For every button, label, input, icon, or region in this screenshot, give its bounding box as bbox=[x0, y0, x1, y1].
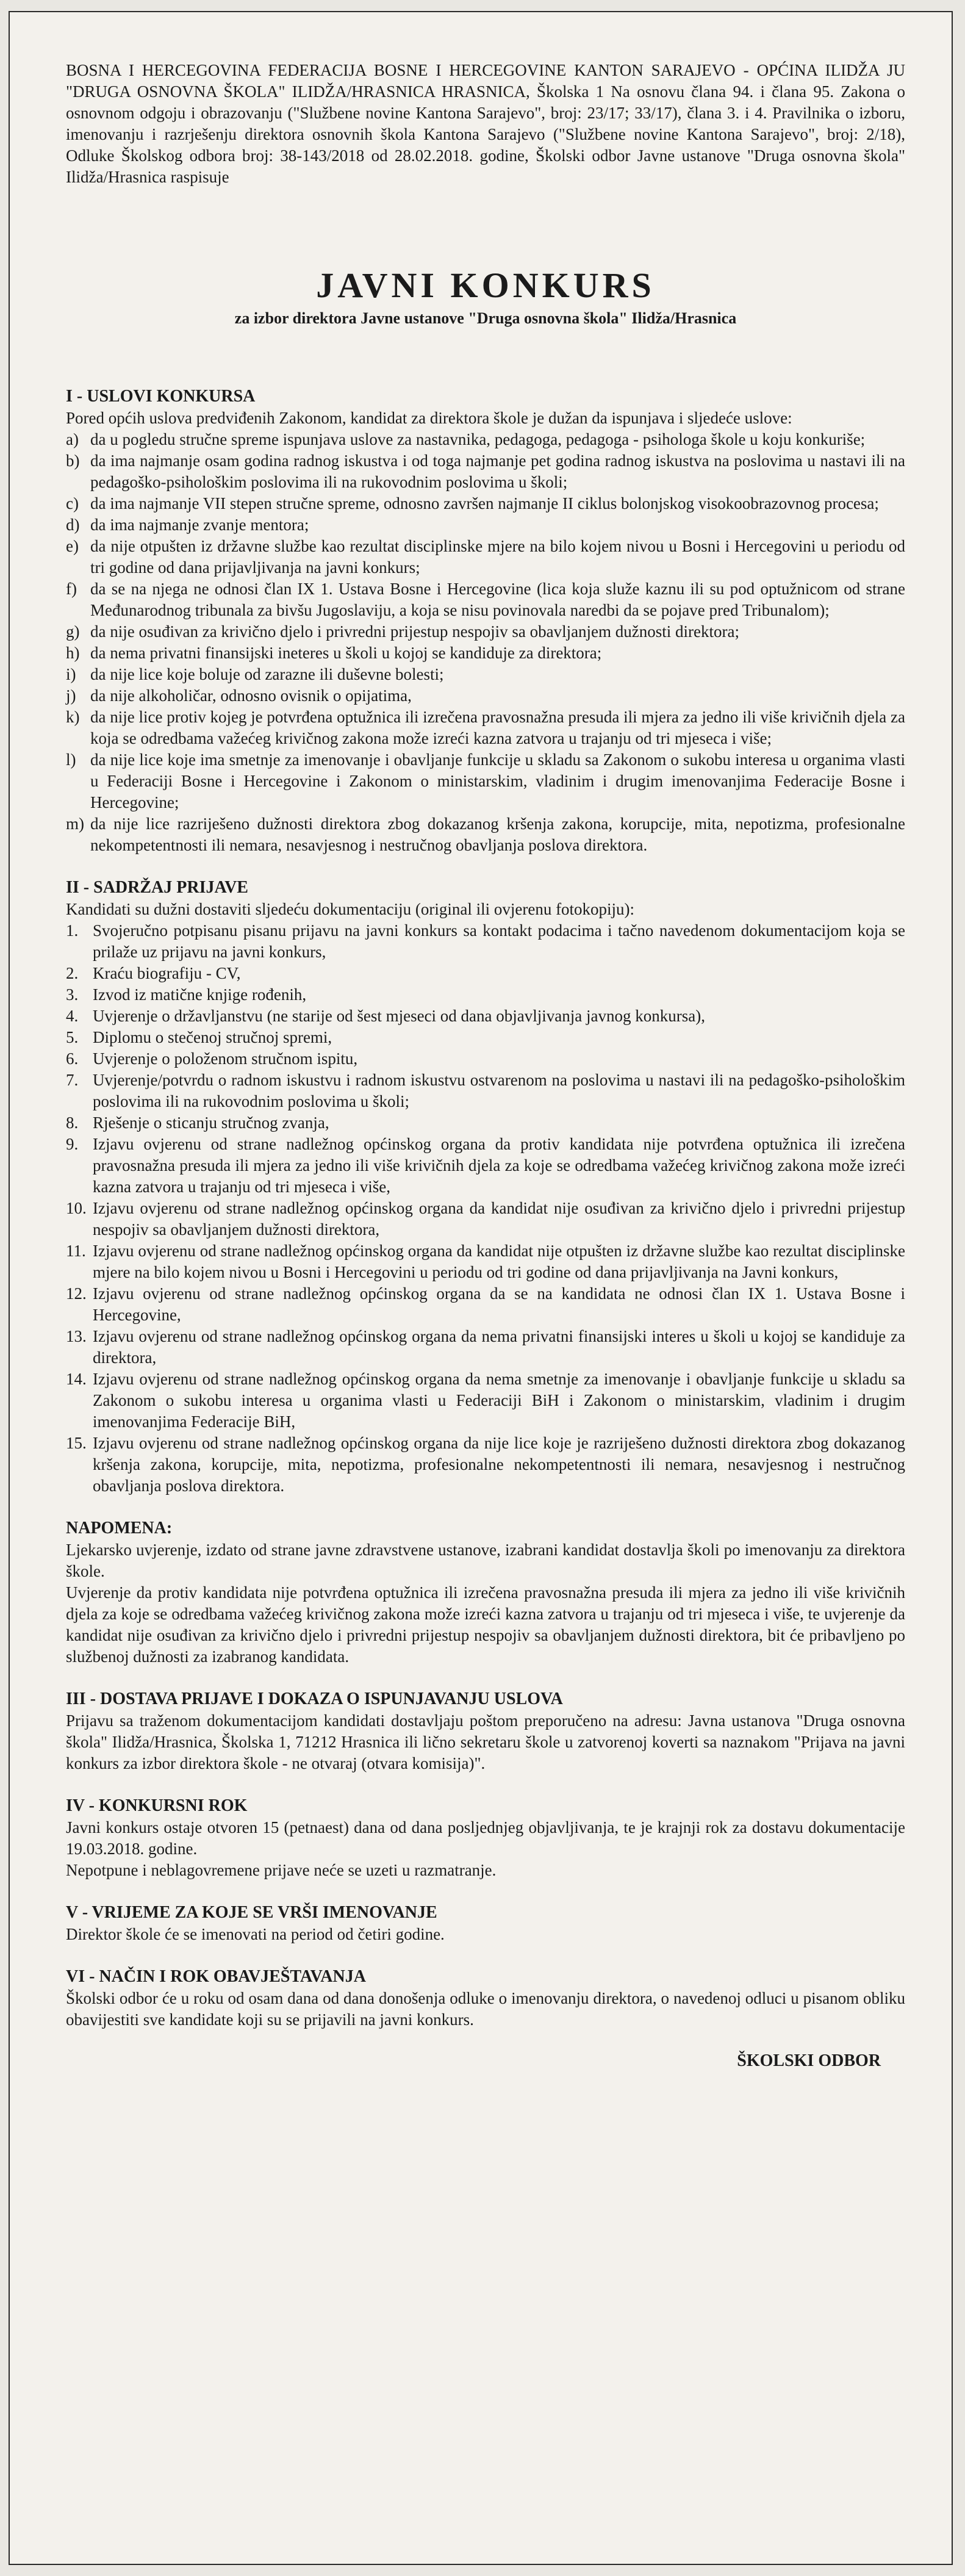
item-number: 6. bbox=[66, 1049, 79, 1068]
condition-item: da nije otpušten iz državne službe kao rezultat disciplinske mjere na bilo kojem nivou u Bosni i Hercegovini u periodu od tri godine od dana prijavljivanja na javni konkurs; bbox=[90, 537, 905, 577]
item-number: 2. bbox=[66, 964, 79, 982]
section-paragraph: Prijavu sa traženom dokumentacijom kandidati dostavljaju poštom preporučeno na adresu: Javna ustanova "Druga osnovna škola" Ilidža/Hrasnica, Školska 1, 71212 Hrasnica ili lično sekretaru škole u zatvorenoj koverti sa naznakom "Prijava na javni konkurs za izbor direktora škole - ne otvaraj (otvara komisija)". bbox=[66, 1711, 905, 1772]
item-number: 10. bbox=[66, 1199, 87, 1217]
section-title: V - VRIJEME ZA KOJE SE VRŠI IMENOVANJE bbox=[66, 1903, 437, 1922]
item-label: m) bbox=[66, 815, 84, 833]
section-title: IV - KONKURSNI ROK bbox=[66, 1796, 248, 1815]
item-number: 9. bbox=[66, 1135, 79, 1153]
document-item: Uvjerenje o državljanstvu (ne starije od šest mjeseci od dana objavljivanja javnog konkursa), bbox=[93, 1007, 705, 1025]
newspaper-announcement bbox=[9, 11, 953, 2565]
title-block bbox=[66, 266, 905, 329]
item-number: 4. bbox=[66, 1007, 79, 1025]
item-number: 7. bbox=[66, 1071, 79, 1089]
item-label: g) bbox=[66, 622, 80, 641]
item-label: c) bbox=[66, 494, 79, 513]
section-title: VI - NAČIN I ROK OBAVJEŠTAVANJA bbox=[66, 1967, 366, 1986]
condition-item: da ima najmanje zvanje mentora; bbox=[90, 516, 309, 534]
item-label: b) bbox=[66, 452, 80, 470]
condition-item: da nema privatni finansijski ineteres u školi u kojoj se kandiduje za direktora; bbox=[90, 644, 602, 662]
signature: ŠKOLSKI ODBOR bbox=[737, 2051, 881, 2070]
section-application-contents bbox=[66, 877, 905, 1497]
section-paragraph: Školski odbor će u roku od osam dana od dana donošenja odluke o imenovanju direktora, o navedenoj odluci u pisanom obliku obavijestiti sve kandidate koji su se prijavili na javni konkurs. bbox=[66, 1989, 905, 2029]
condition-item: da u pogledu stručne spreme ispunjava uslove za nastavnika, pedagoga, pedagoga - psihologa škole u koju konkuriše; bbox=[90, 430, 866, 448]
item-number: 5. bbox=[66, 1028, 79, 1046]
item-label: i) bbox=[66, 665, 76, 683]
condition-item: da nije lice koje ima smetnje za imenovanje i obavljanje funkcije u skladu sa Zakonom o sukobu interesa u organima vlasti u Federaciji Bosne i Hercegovine i Zakonom o ministarskim, vladinim i drugim imenovanjima Federacije Bosne i Hercegovine; bbox=[90, 750, 905, 811]
section-conditions bbox=[66, 386, 905, 856]
document-item: Izjavu ovjerenu od strane nadležnog općinskog organa da kandidat nije osuđivan za krivično djelo i privredni prijestup nespojiv sa obavljanjem dužnosti direktora, bbox=[93, 1199, 905, 1239]
section-paragraph: Direktor škole će se imenovati na period od četiri godine. bbox=[66, 1925, 445, 1943]
document-item: Kraću biografiju - CV, bbox=[93, 964, 241, 982]
section-note bbox=[66, 1517, 905, 1668]
condition-item: da nije lice razriješeno dužnosti direktora zbog dokazanog kršenja zakona, korupcije, mita, nepotizma, profesionalne nekompetentnosti ili nemara, nesavjesnog i nestručnog obavljanja poslova direktora. bbox=[90, 815, 905, 854]
section-paragraph: Nepotpune i neblagovremene prijave neće se uzeti u razmatranje. bbox=[66, 1861, 497, 1879]
section-title: NAPOMENA: bbox=[66, 1519, 173, 1538]
item-label: d) bbox=[66, 516, 80, 534]
item-number: 3. bbox=[66, 985, 79, 1004]
item-number: 14. bbox=[66, 1370, 87, 1388]
item-label: f) bbox=[66, 580, 77, 598]
item-number: 12. bbox=[66, 1284, 87, 1303]
note-paragraph: Uvjerenje da protiv kandidata nije potvrđena optužnica ili izrečena pravosnažna presuda ili mjera za jedno ili više krivičnih djela za koje se odredbama važećeg krivičnog zakona može izreći kazna zatvora u trajanju od tri mjeseca i više, te uvjerenje da kandidat nije osuđivan za krivično djelo i privredni prijestup nespojiv sa obavljanjem dužnosti direktora, bit će pribavljeno po službenoj dužnosti za izabranog kandidata. bbox=[66, 1583, 905, 1666]
announcement-header: BOSNA I HERCEGOVINA FEDERACIJA BOSNE I HERCEGOVINE KANTON SARAJEVO - OPĆINA ILIDŽA JU "DRUGA OSNOVNA ŠKOLA" ILIDŽA/HRASNICA HRASNICA, Školska 1 Na osnovu člana 94. i člana 95. Zakona o osnovnom odgoju i obrazovanju ("Službene novine Kantona Sarajevo", broj: 23/17; 33/17), člana 3. i 4. Pravilnika o izboru, imenovanju i razrješenju direktora osnovnih škola Kantona Sarajevo ("Službene novine Kantona Sarajevo", broj: 2/18), Odluke Školskog odbora broj: 38-143/2018 od 28.02.2018. godine, Školski odbor Javne ustanove "Druga osnovna škola" Ilidža/Hrasnica raspisuje bbox=[66, 61, 905, 186]
item-number: 13. bbox=[66, 1327, 87, 1345]
document-item: Diplomu o stečenoj stručnoj spremi, bbox=[93, 1028, 332, 1046]
document-title: JAVNI KONKURS bbox=[316, 265, 655, 305]
item-number: 11. bbox=[66, 1242, 86, 1260]
item-label: a) bbox=[66, 430, 79, 448]
document-item: Izjavu ovjerenu od strane nadležnog općinskog organa da nema privatni finansijski interes u školi u kojoj se kandiduje za direktora, bbox=[93, 1327, 905, 1367]
section-title: III - DOSTAVA PRIJAVE I DOKAZA O ISPUNJAVANJU USLOVA bbox=[66, 1689, 563, 1708]
section-paragraph: Javni konkurs ostaje otvoren 15 (petnaest) dana od dana posljednjeg objavljivanja, te je krajnji rok za dostavu dokumentacije 19.03.2018. godine. bbox=[66, 1818, 905, 1858]
note-paragraph: Ljekarsko uvjerenje, izdato od strane javne zdravstvene ustanove, izabrani kandidat dostavlja školi po imenovanju za direktora škole. bbox=[66, 1541, 905, 1580]
document-subtitle: za izbor direktora Javne ustanove "Druga osnovna škola" Ilidža/Hrasnica bbox=[234, 309, 737, 327]
item-label: h) bbox=[66, 644, 80, 662]
condition-item: da se na njega ne odnosi član IX 1. Ustava Bosne i Hercegovine (lica koja služe kaznu ili su pod optužnicom od strane Međunarodnog tribunala za bivšu Jugoslaviju, a koja se nisu povinovala naredbi da se pojave pred Tribunalom); bbox=[90, 580, 905, 619]
document-item: Izjavu ovjerenu od strane nadležnog općinskog organa da se na kandidata ne odnosi član IX 1. Ustava Bosne i Hercegovine, bbox=[93, 1284, 905, 1324]
section-term bbox=[66, 1902, 905, 1945]
section-intro: Pored općih uslova predviđenih Zakonom, kandidat za direktora škole je dužan da ispunjava i sljedeće uslove: bbox=[66, 409, 792, 427]
document-item: Uvjerenje o položenom stručnom ispitu, bbox=[93, 1049, 358, 1068]
item-label: e) bbox=[66, 537, 79, 555]
section-intro: Kandidati su dužni dostaviti sljedeću dokumentaciju (original ili ovjerenu fotokopiju): bbox=[66, 900, 635, 918]
item-label: l) bbox=[66, 750, 76, 769]
document-item: Izjavu ovjerenu od strane nadležnog općinskog organa da kandidat nije otpušten iz državne službe kao rezultat disciplinske mjere na bilo kojem nivou u Bosni i Hercegovini u periodu od tri godine od dana prijavljivanja na Javni konkurs, bbox=[93, 1242, 905, 1281]
item-number: 1. bbox=[66, 921, 79, 940]
item-label: k) bbox=[66, 708, 80, 726]
section-title: II - SADRŽAJ PRIJAVE bbox=[66, 878, 248, 897]
section-deadline bbox=[66, 1795, 905, 1881]
condition-item: da nije osuđivan za krivično djelo i privredni prijestup nespojiv sa obavljanjem dužnosti direktora; bbox=[90, 622, 739, 641]
document-item: Uvjerenje/potvrdu o radnom iskustvu i radnom iskustvu ostvarenom na poslovima u nastavi ili na pedagoško-psihološkim poslovima ili na rukovodnim poslovima u školi; bbox=[93, 1071, 905, 1110]
document-item: Svojeručno potpisanu pisanu prijavu na javni konkurs sa kontakt podacima i tačno navedenom dokumentacijom koja se prilaže uz prijavu na javni konkurs, bbox=[93, 921, 905, 961]
section-submission bbox=[66, 1688, 905, 1774]
condition-item: da nije lice koje boluje od zarazne ili duševne bolesti; bbox=[90, 665, 444, 683]
condition-item: da nije alkoholičar, odnosno ovisnik o opijatima, bbox=[90, 686, 412, 705]
condition-item: da ima najmanje osam godina radnog iskustva i od toga najmanje pet godina radnog iskustva na poslovima u nastavi ili na pedagoško-psihološkim poslovima ili na rukovodnim poslovima u školi; bbox=[90, 452, 905, 491]
document-item: Izvod iz matične knjige rođenih, bbox=[93, 985, 307, 1004]
item-label: j) bbox=[66, 686, 76, 705]
item-number: 8. bbox=[66, 1114, 79, 1132]
condition-item: da nije lice protiv kojeg je potvrđena optužnica ili izrečena pravosnažna presuda ili mjera za jedno ili više krivičnih djela za koja se odredbama važećeg krivičnog zakona može izreći kazna zatvora u trajanju od tri mjeseca i više; bbox=[90, 708, 905, 747]
document-item: Izjavu ovjerenu od strane nadležnog općinskog organa da nije lice koje je razriješeno dužnosti direktora zbog dokazanog kršenja zakona, korupcije, mita, nepotizma, profesionalne nekompetentnosti ili nemara, nesavjesnog i nestručnog obavljanja poslova direktora. bbox=[93, 1434, 905, 1495]
document-item: Rješenje o sticanju stručnog zvanja, bbox=[93, 1114, 329, 1132]
document-item: Izjavu ovjerenu od strane nadležnog općinskog organa da nema smetnje za imenovanje i obavljanje funkcije u skladu sa Zakonom o sukobu interesa u organima vlasti u Federaciji BiH i Zakonom o ministarskim, vladinim i drugim imenovanjima Federacije BiH, bbox=[93, 1370, 905, 1431]
condition-item: da ima najmanje VII stepen stručne spreme, odnosno završen najmanje II ciklus bolonjskog visokoobrazovnog procesa; bbox=[90, 494, 879, 513]
item-number: 15. bbox=[66, 1434, 87, 1452]
section-title: I - USLOVI KONKURSA bbox=[66, 387, 256, 406]
document-item: Izjavu ovjerenu od strane nadležnog općinskog organa da protiv kandidata nije potvrđena optužnica ili izrečena pravosnažna presuda ili mjera za jedno ili više krivičnih djela za koje se odredbama važećeg krivičnog zakona može izreći kazna zatvora u trajanju od tri mjeseca i više, bbox=[93, 1135, 905, 1196]
section-notification bbox=[66, 1966, 905, 2031]
